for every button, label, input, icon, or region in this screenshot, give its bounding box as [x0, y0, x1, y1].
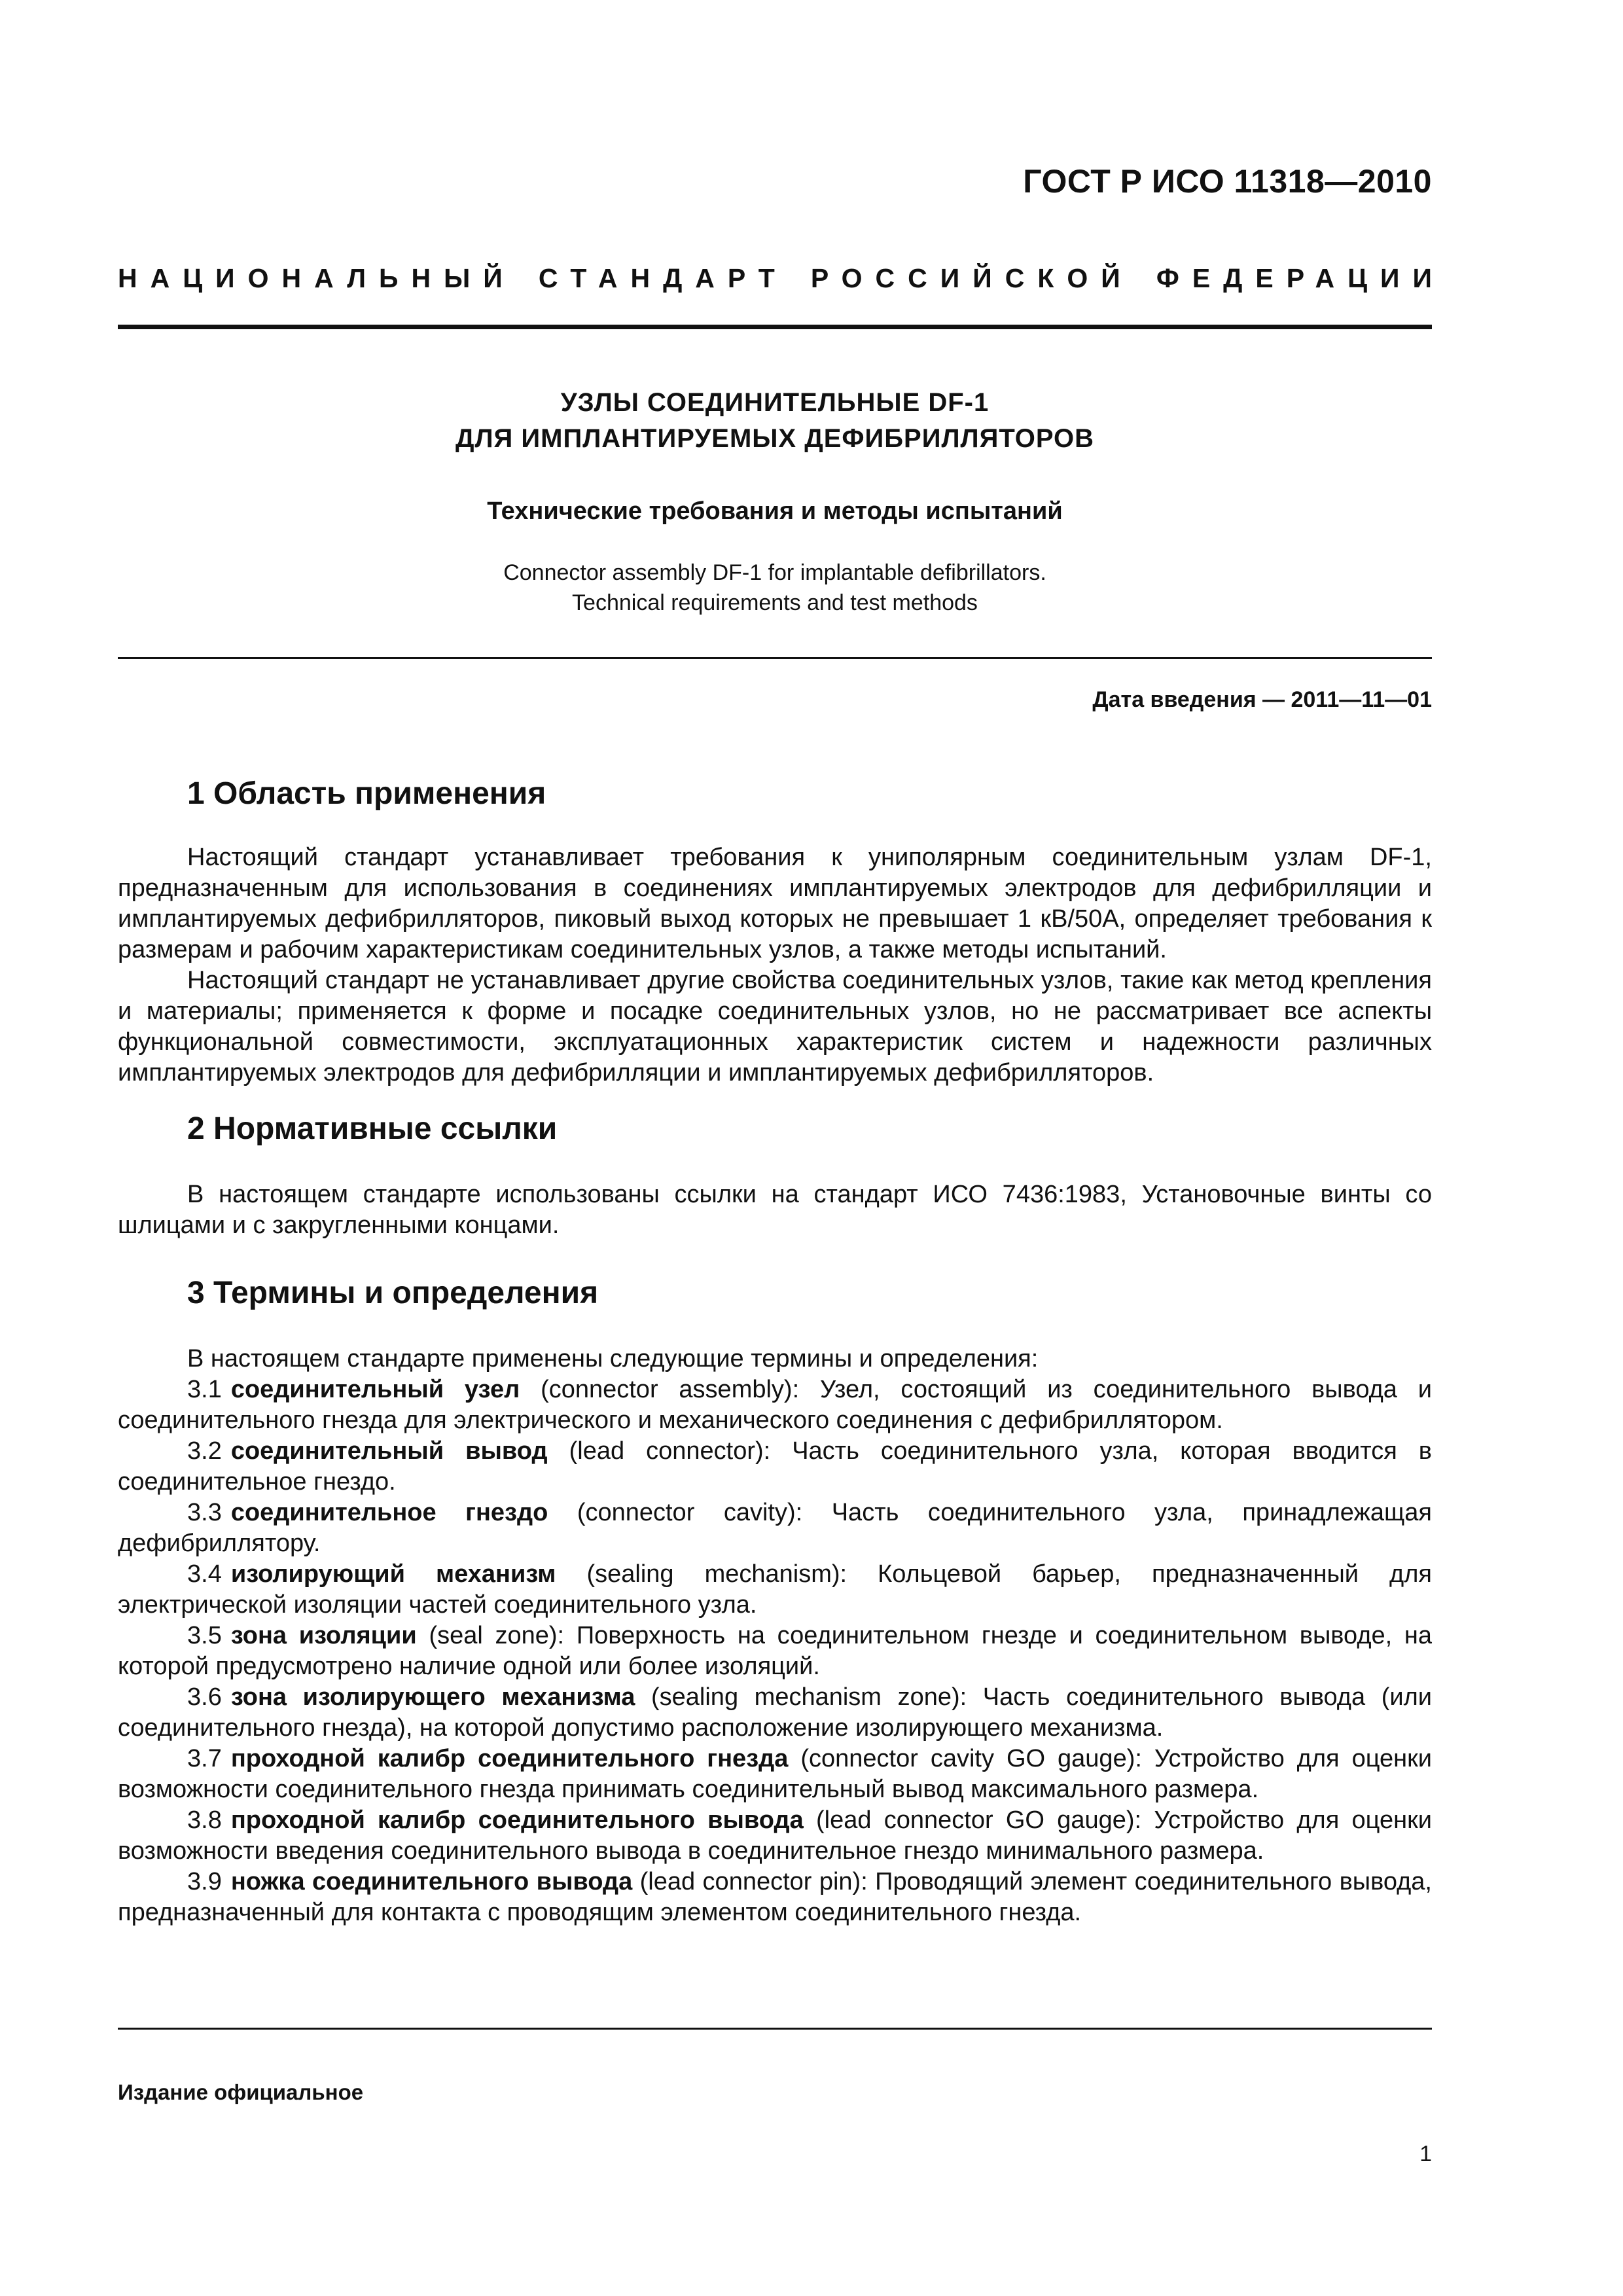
- official-edition-label: Издание официальное: [118, 2080, 364, 2104]
- term-definition: Узел, состоящий из соединительного вывода и соединительного гнезда для электрического и механического соединения с дефибриллятором.: [118, 1376, 1432, 1434]
- term-name: соединительное гнездо: [230, 1499, 548, 1526]
- section-heading: 3 Термины и определения: [187, 1276, 599, 1310]
- term-name: зона изоляции: [230, 1622, 417, 1649]
- term-number: 3.7: [187, 1745, 222, 1772]
- title-ru-line2: ДЛЯ ИМПЛАНТИРУЕМЫХ ДЕФИБРИЛЛЯТОРОВ: [455, 424, 1095, 453]
- term-number: 3.5: [187, 1622, 222, 1649]
- term-number: 3.9: [187, 1868, 222, 1895]
- section-heading: 1 Область применения: [187, 776, 546, 811]
- national-standard-banner: [118, 263, 1445, 294]
- term-definition: Часть соединительного вывода (или соединительного гнезда), на которой допустимо расположение изолирующего механизма.: [118, 1683, 1432, 1742]
- term-english: (seal zone):: [429, 1622, 565, 1649]
- term-english: (lead connector GO gauge):: [815, 1806, 1142, 1834]
- introduction-date: Дата введения — 2011—11—01: [1092, 687, 1432, 712]
- banner-word: НАЦИОНАЛЬНЫЙ: [118, 263, 516, 293]
- term-entry: [118, 1867, 1432, 1928]
- terms-intro: В настоящем стандарте применены следующие термины и определения:: [187, 1345, 1039, 1372]
- term-entry: [118, 1744, 1432, 1805]
- title-en-line1: Connector assembly DF-1 for implantable defibrillators.: [503, 560, 1046, 585]
- section-body: [118, 1179, 1432, 1241]
- title-rule: [118, 657, 1432, 659]
- term-entry: [118, 1682, 1432, 1744]
- term-number: 3.3: [187, 1499, 222, 1526]
- term-definition: Устройство для оценки возможности введения соединительного вывода в соединительное гнездо минимального размера.: [118, 1806, 1432, 1865]
- term-name: проходной калибр соединительного вывода: [230, 1806, 804, 1834]
- terms-list: [118, 1344, 1432, 1928]
- term-english: (connector cavity GO gauge):: [800, 1745, 1142, 1772]
- term-number: 3.4: [187, 1560, 222, 1588]
- document-code: ГОСТ Р ИСО 11318—2010: [1023, 163, 1432, 200]
- term-number: 3.8: [187, 1806, 222, 1834]
- term-entry: [118, 1374, 1432, 1436]
- term-entry: [118, 1436, 1432, 1498]
- term-definition: Часть соединительного узла, принадлежащая дефибриллятору.: [118, 1499, 1432, 1557]
- paragraph: Настоящий стандарт устанавливает требования к униполярным соединительным узлам DF-1, предназначенным для использования в соединениях имплантируемых электродов для дефибрилляции и имплантируемых дефибрилляторов, пиковый выход которых не превышает 1 кВ/50А, определяет требования к размерам и рабочим характеристикам соединительных узлов, а также методы испытаний.: [118, 844, 1432, 963]
- section-body: [118, 842, 1432, 1088]
- title-en-line2: Technical requirements and test methods: [572, 590, 978, 615]
- header-rule: [118, 325, 1432, 329]
- term-english: (lead connector pin):: [639, 1868, 868, 1895]
- term-entry: [118, 1805, 1432, 1867]
- term-name: изолирующий механизм: [230, 1560, 556, 1588]
- term-number: 3.1: [187, 1376, 222, 1403]
- term-english: (lead connector):: [569, 1437, 771, 1465]
- term-name: соединительный узел: [230, 1376, 520, 1403]
- banner-word: СТАНДАРТ: [538, 263, 788, 293]
- term-definition: Устройство для оценки возможности соединительного гнезда принимать соединительный вывод максимального размера.: [118, 1745, 1433, 1803]
- term-entry: [118, 1498, 1432, 1559]
- page-number: 1: [1419, 2142, 1432, 2166]
- footer-rule: [118, 2028, 1432, 2030]
- term-name: зона изолирующего механизма: [230, 1683, 635, 1711]
- term-english: (sealing mechanism zone):: [651, 1683, 967, 1711]
- term-definition: Поверхность на соединительном гнезде и соединительном выводе, на которой предусмотрено наличие одной или более изоляций.: [118, 1622, 1433, 1680]
- paragraph: Настоящий стандарт не устанавливает другие свойства соединительных узлов, такие как метод крепления и материалы; применяется к форме и посадке соединительных узлов, но не рассматривает все аспекты функциональной совместимости, эксплуатационных характеристик систем и надежности различных имплантируемых электродов для дефибрилляции и имплантируемых дефибрилляторов.: [118, 967, 1432, 1086]
- term-definition: Проводящий элемент соединительного вывода, предназначенный для контакта с проводящим элементом соединительного гнезда.: [118, 1868, 1432, 1926]
- term-name: соединительный вывод: [230, 1437, 548, 1465]
- title-ru-line1: УЗЛЫ СОЕДИНИТЕЛЬНЫЕ DF-1: [560, 388, 990, 417]
- banner-word: РОССИЙСКОЙ: [810, 263, 1133, 293]
- term-entry: [118, 1559, 1432, 1621]
- section-heading: 2 Нормативные ссылки: [187, 1111, 558, 1146]
- term-definition: Часть соединительного узла, которая вводится в соединительное гнездо.: [118, 1437, 1432, 1496]
- term-number: 3.2: [187, 1437, 222, 1465]
- banner-word: ФЕДЕРАЦИИ: [1156, 263, 1445, 293]
- term-name: проходной калибр соединительного гнезда: [230, 1745, 789, 1772]
- term-english: (sealing mechanism):: [586, 1560, 847, 1588]
- term-name: ножка соединительного вывода: [230, 1868, 633, 1895]
- title-ru-subtitle: Технические требования и методы испытаний: [487, 497, 1063, 525]
- term-english: (connector assembly):: [541, 1376, 800, 1403]
- term-english: (connector cavity):: [577, 1499, 803, 1526]
- term-number: 3.6: [187, 1683, 222, 1711]
- term-definition: Кольцевой барьер, предназначенный для электрической изоляции частей соединительного узла.: [118, 1560, 1432, 1619]
- paragraph: В настоящем стандарте использованы ссылки на стандарт ИСО 7436:1983, Установочные винты со шлицами и с закругленными концами.: [118, 1181, 1432, 1239]
- term-entry: [118, 1621, 1432, 1682]
